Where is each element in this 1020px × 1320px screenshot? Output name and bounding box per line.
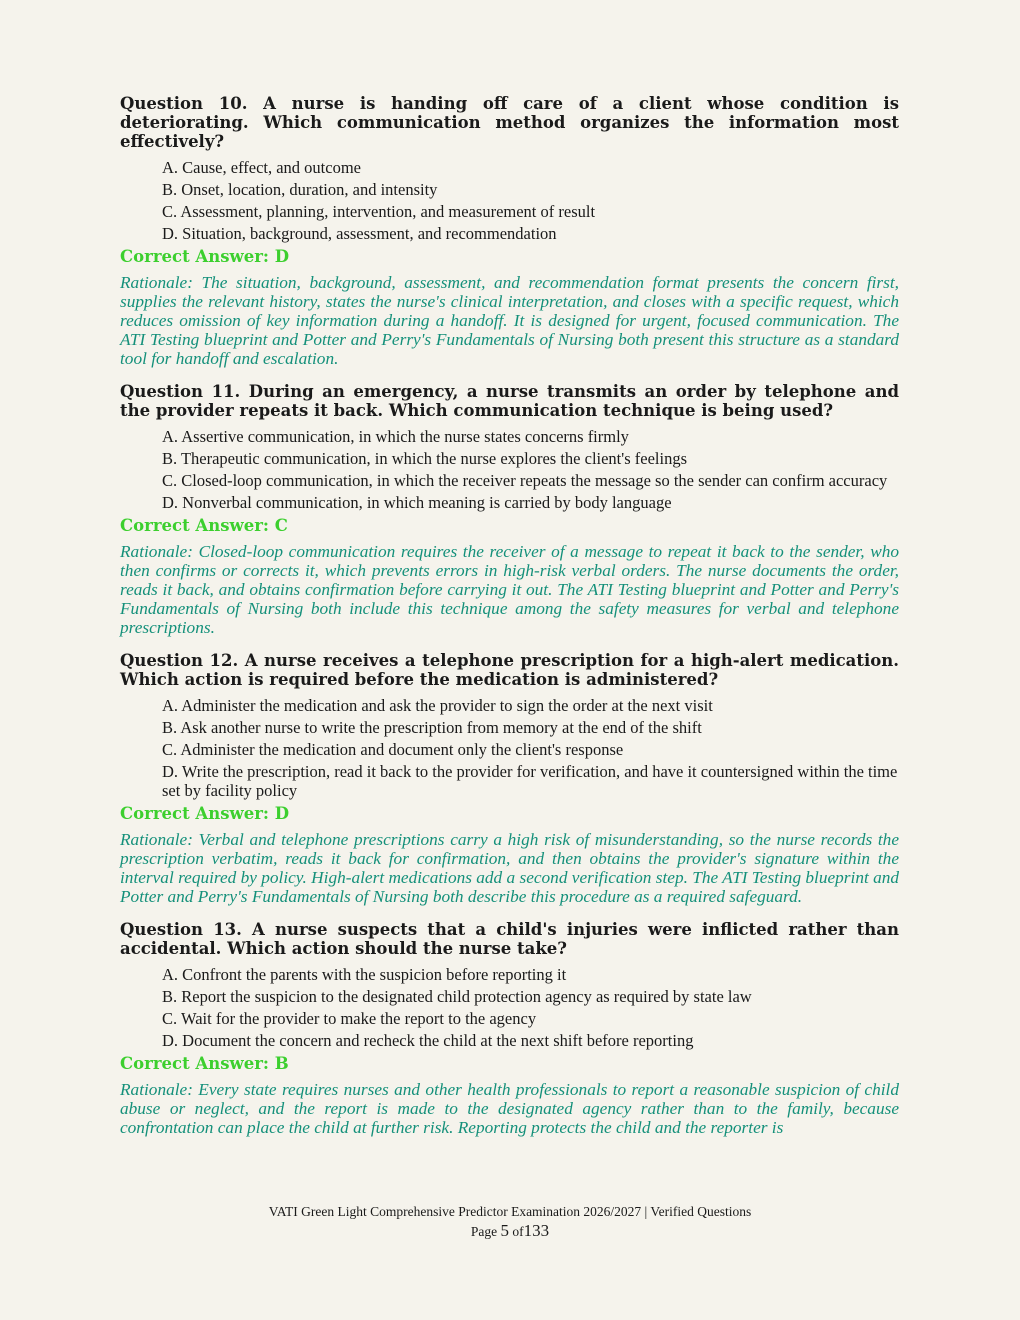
page-label: Page	[470, 1224, 498, 1239]
question-block-13	[120, 920, 899, 1137]
option-d: D. Nonverbal communication, in which meaning is carried by body language	[162, 493, 672, 512]
answer-options	[120, 697, 899, 800]
question-block-12	[120, 651, 899, 906]
option-d: D. Document the concern and recheck the child at the next shift before reporting	[162, 1030, 694, 1050]
footer-title: VATI Green Light Comprehensive Predictor Examination 2026/2027 | Verified Questions	[268, 1204, 752, 1219]
option-d: D. Write the prescription, read it back to the provider for verification, and have it countersigned within the time set by facility policy	[162, 762, 898, 800]
option-b: B. Ask another nurse to write the prescription from memory at the end of the shift	[162, 718, 702, 737]
rationale: Rationale: The situation, background, assessment, and recommendation format presents the concern first, supplies the relevant history, states the nurse's clinical interpretation, and closes with a specific request, which reduces omission of key information during a handoff. It is designed for urgent, focused communication. The ATI Testing blueprint and Potter and Perry's Fundamentals of Nursing both present this structure as a standard tool for handoff and escalation.	[120, 273, 899, 368]
option-d: D. Situation, background, assessment, and recommendation	[162, 224, 557, 243]
option-a: A. Confront the parents with the suspicion before reporting it	[162, 964, 567, 984]
rationale: Rationale: Closed-loop communication requires the receiver of a message to repeat it back to the sender, who then confirms or corrects it, which prevents errors in high-risk verbal orders. The nurse documents the order, reads it back, and obtains confirmation before carrying it out. The ATI Testing blueprint and Potter and Perry's Fundamentals of Nursing both include this technique among the safety measures for verbal and telephone prescriptions.	[120, 542, 899, 637]
rationale: Rationale: Every state requires nurses and other health professionals to report a reasonable suspicion of child abuse or neglect, and the report is made to the designated agency rather than to the family, because confrontation can place the child at further risk. Reporting protects the child and the reporter is	[120, 1079, 899, 1137]
option-c: C. Assessment, planning, intervention, and measurement of result	[162, 202, 596, 221]
option-b: B. Report the suspicion to the designated child protection agency as required by state law	[162, 986, 752, 1006]
option-c: C. Administer the medication and document only the client's response	[162, 740, 624, 759]
option-b: B. Onset, location, duration, and intensity	[162, 180, 438, 199]
option-a: A. Assertive communication, in which the nurse states concerns firmly	[162, 427, 629, 446]
question-stem: Question 11. During an emergency, a nurse transmits an order by telephone and the provider repeats it back. Which communication technique is being used?	[120, 382, 899, 420]
correct-answer: Correct Answer: C	[120, 516, 288, 535]
answer-options	[120, 966, 899, 1051]
page-footer	[0, 1202, 1020, 1241]
correct-answer: Correct Answer: B	[120, 1053, 289, 1073]
page-of: of	[512, 1224, 524, 1239]
option-c: C. Wait for the provider to make the report to the agency	[162, 1008, 537, 1028]
answer-options	[120, 159, 899, 244]
question-stem: Question 13. A nurse suspects that a child's injuries were inflicted rather than accidental. Which action should the nurse take?	[120, 919, 899, 958]
option-a: A. Administer the medication and ask the provider to sign the order at the next visit	[162, 696, 713, 715]
answer-options	[120, 428, 899, 513]
option-b: B. Therapeutic communication, in which the nurse explores the client's feelings	[162, 449, 688, 468]
option-c: C. Closed-loop communication, in which the receiver repeats the message so the sender can confirm accuracy	[162, 471, 888, 490]
question-block-10	[120, 94, 899, 368]
question-block-11	[120, 382, 899, 637]
rationale: Rationale: Verbal and telephone prescriptions carry a high risk of misunderstanding, so the nurse records the prescription verbatim, reads it back for confirmation, and then obtains the provider's signature within the interval required by policy. High-alert medications add a second verification step. The ATI Testing blueprint and Potter and Perry's Fundamentals of Nursing both describe this procedure as a required safeguard.	[120, 829, 900, 906]
page-total: 133	[523, 1221, 550, 1240]
page-number	[0, 1221, 1020, 1241]
page-current: 5	[500, 1221, 509, 1240]
document-page	[120, 94, 899, 1151]
correct-answer: Correct Answer: D	[120, 803, 290, 823]
option-a: A. Cause, effect, and outcome	[162, 158, 361, 177]
question-stem: Question 12. A nurse receives a telephone prescription for a high-alert medication. Which action is required before the medication is administered?	[120, 651, 899, 689]
correct-answer: Correct Answer: D	[120, 247, 290, 266]
question-stem: Question 10. A nurse is handing off care of a client whose condition is deteriorating. Which communication method organizes the information most effectively?	[120, 94, 899, 151]
